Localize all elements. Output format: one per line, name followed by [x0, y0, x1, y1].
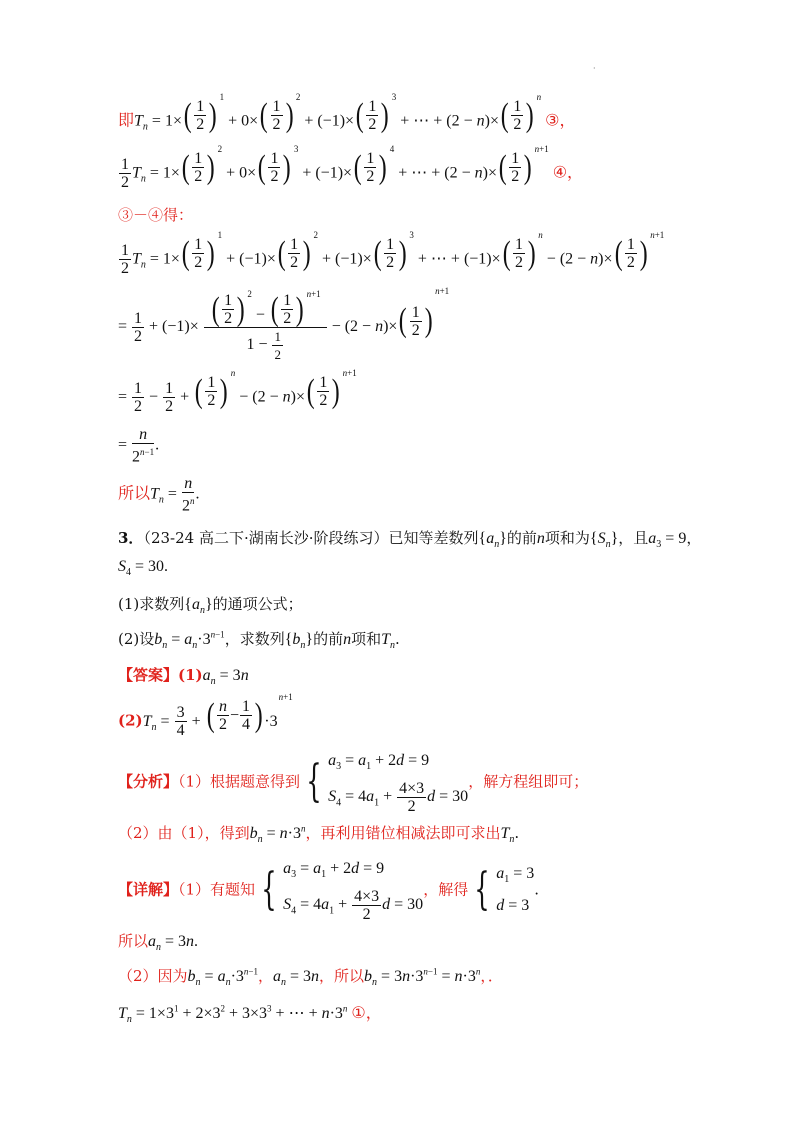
equation-geometric-sum: = $\frac{1}{2}$ + (−1)× ( 1 2 ) $^2$ − ( 1 2 ) $^{n+1}$ 1 − $\frac{1}{2}$ − (2 − n)× ( 1 2 ) $^{n+1}$	[118, 286, 450, 362]
question-3-part2: (2)设$b_n = a_n\cdot 3^{n-1}$，求数列$\{b_n\}$的前n项和$T_n$.	[118, 629, 400, 652]
question-3-part1: (1)求数列$\{a_n\}$的通项公式；	[118, 595, 303, 617]
question-number: 3．	[118, 529, 144, 547]
equation-line-3: 即$T_n = 1\times$ ( 1 2 ) $^1$ + 0× ( 1 2 ) $^2$ + (−1)× ( 1 2 ) $^3$ + ⋯ + (2 − n)× ( 1 2 ) $^n$ ③，	[118, 92, 576, 134]
label-so: 所以	[118, 485, 151, 503]
analysis-2: （2）由（1），得到$b_n = n\cdot 3^n$，再利用错位相减法即可求出$T_n$.	[118, 823, 520, 846]
answer-tag: 【答案】	[118, 666, 179, 684]
marker-3: ③，	[545, 112, 576, 130]
detail-sum-1: $T_n = 1\times 3^1 + 2\times 3^2 + 3\times 3^3$ + ⋯ + $n\cdot 3^n$ ①，	[118, 1003, 382, 1026]
question-3-cont: $S_4 = 30$.	[118, 558, 169, 579]
analysis-tag: 【分析】	[118, 772, 179, 791]
detail-1: 【详解】（1）有题知 { $a_3 = a_1 + 2d = 9$ $S_4 = 4a_1$ + $\frac{4\times 3}{2}$ d = 30 ，解得 { $a_1 = 3$ d = 3 .	[118, 860, 540, 924]
label-ji: 即	[118, 112, 135, 130]
detail-so: 所以$a_n = 3n$.	[118, 932, 199, 954]
equation-simplified: = $\frac{1}{2}$ − $\frac{1}{2}$ + ( 1 2 ) $^n$ − (2 − n)× ( 1 2 ) $^{n+1}$	[118, 368, 357, 416]
detail-2: （2）因为$b_n = a_n\cdot 3^{n-1}$，$a_n = 3n$，所以$b_n = 3n\cdot 3^{n-1} = n\cdot 3^n$，．	[118, 966, 503, 989]
equation-difference: $\frac{1}{2}$ $T_n = 1\times$ ( 1 2 ) $^1$ + (−1)× ( 1 2 ) $^2$ + (−1)× ( 1 2 ) $^3$ + ⋯ + (−1)× ( 1 2 ) $^n$ − (2 − n)× ( 1 2 ) $^{n+1}$	[121, 230, 665, 278]
equation-result: = $\frac{n}{2^{n-1}}$ .	[118, 426, 160, 466]
equation-line-4: $\frac{1}{2}$ $T_n = 1\times$ ( 1 2 ) $^2$ + 0× ( 1 2 ) $^3$ + (−1)× ( 1 2 ) $^4$ + ⋯ + (2 − n)× ( 1 2 ) $^{n+1}$ ④，	[121, 144, 584, 192]
conclusion-tn: 所以$T_n$ = $\frac{n}{2^n}$ .	[118, 475, 200, 515]
marker-4: ④，	[552, 164, 584, 182]
question-source: （23-24 高二下·湖南长沙·阶段练习）已知等差数列	[143, 529, 479, 547]
answer-2: $(2)T_n$ = $\frac{3}{4}$ + ( n 2 − 1 4 ) $\cdot 3^{n+1}$	[118, 692, 293, 740]
answer-1: 【答案】$(1)a_n = 3n$	[118, 666, 249, 688]
question-3: 3．（23-24 高二下·湖南长沙·阶段练习）已知等差数列$\{a_n\}$的前n项和为$\{S_n\}$，且$a_3 = 9$，	[118, 529, 702, 551]
marker-1: ①，	[351, 1005, 382, 1022]
detail-tag: 【详解】	[118, 880, 179, 899]
analysis-1: 【分析】（1）根据题意得到 { $a_3 = a_1 + 2d = 9$ $S_4 = 4a_1$ + $\frac{4\times 3}{2}$ d = 30 ，解方程组即可；	[118, 752, 589, 816]
subtract-label: ③－④得：	[118, 206, 194, 224]
page-marker: ·	[593, 64, 596, 73]
